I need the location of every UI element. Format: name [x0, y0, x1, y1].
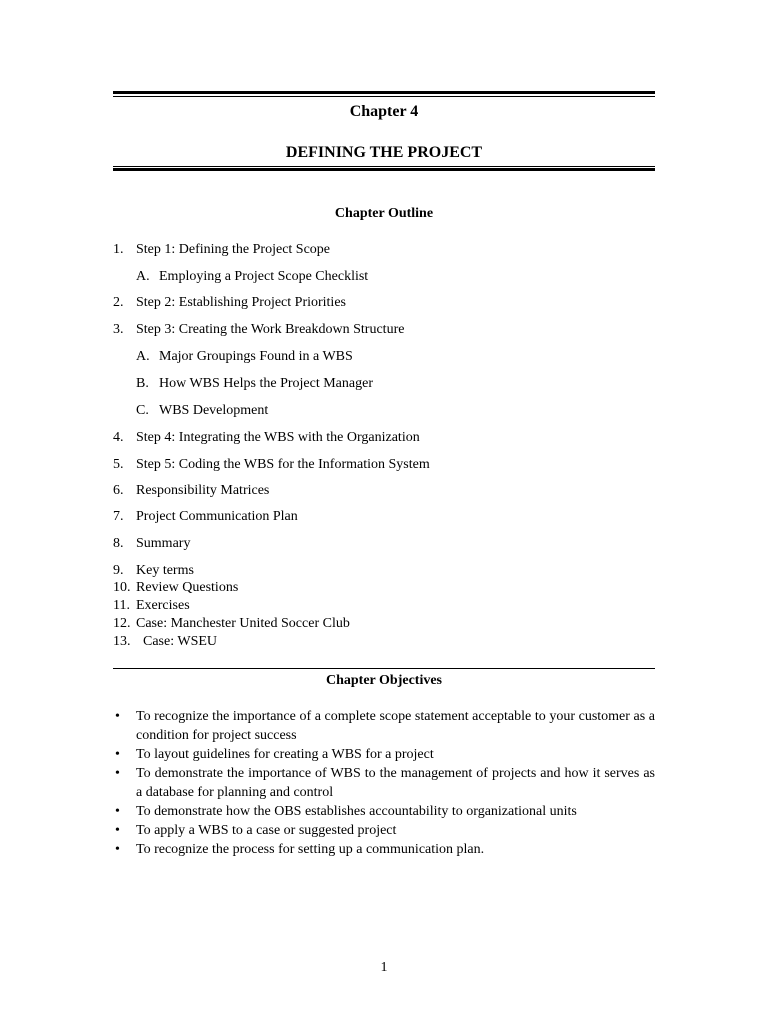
objective-text: To layout guidelines for creating a WBS for a project: [136, 747, 434, 762]
outline-item-text: Review Questions: [136, 580, 239, 595]
outline-item-number: 4.: [113, 430, 124, 445]
objective-text: To recognize the process for setting up a communication plan.: [136, 842, 485, 857]
outline-item-number: 10.: [113, 580, 131, 595]
outline-subitem-text: Major Groupings Found in a WBS: [159, 349, 353, 364]
outline-subitem-text: WBS Development: [159, 403, 269, 418]
outline-item-number: 1.: [113, 242, 124, 257]
top-rule-thin: [113, 96, 655, 97]
objective-text: To apply a WBS to a case or suggested project: [136, 823, 397, 838]
outline-item-number: 5.: [113, 457, 124, 472]
outline-item-text: Case: WSEU: [143, 634, 218, 649]
objective-item: [113, 707, 655, 745]
outline-subitem-text: Employing a Project Scope Checklist: [159, 269, 369, 284]
objective-item: [113, 821, 655, 840]
outline-item-number: 2.: [113, 295, 124, 310]
outline-item-text: Step 2: Establishing Project Priorities: [136, 295, 346, 310]
objective-item: [113, 745, 655, 764]
objective-item: [113, 764, 655, 802]
objective-text: To demonstrate how the OBS establishes accountability to organizational units: [136, 804, 577, 819]
title-rule-thick: [113, 168, 655, 171]
outline-heading: Chapter Outline: [334, 206, 434, 221]
outline-item-text: Step 1: Defining the Project Scope: [136, 242, 331, 257]
outline-item-text: Step 4: Integrating the WBS with the Organization: [136, 430, 420, 445]
objective-text: To recognize the importance of a complete scope statement acceptable to your customer as a condition for project success: [136, 709, 655, 743]
outline-item-text: Key terms: [136, 563, 194, 578]
outline-subitem-letter: B.: [136, 376, 149, 391]
objectives-list: [113, 707, 655, 859]
title-rule-thin: [113, 166, 655, 167]
bullet-icon: •: [115, 842, 120, 857]
top-rule-thick: [113, 91, 655, 94]
page-number: 1: [380, 960, 388, 975]
objectives-heading: Chapter Objectives: [326, 673, 442, 688]
bullet-icon: •: [115, 823, 120, 838]
objective-item: [113, 840, 655, 859]
outline-item-text: Exercises: [136, 598, 190, 613]
outline-item-number: 13.: [113, 634, 131, 649]
outline-item-number: 8.: [113, 536, 124, 551]
chapter-title: DEFINING THE PROJECT: [285, 144, 483, 161]
outline-item-number: 9.: [113, 563, 124, 578]
outline-item-text: Step 5: Coding the WBS for the Information System: [136, 457, 430, 472]
outline-item-number: 12.: [113, 616, 131, 631]
outline-item-number: 7.: [113, 509, 124, 524]
outline-item-number: 3.: [113, 322, 124, 337]
objective-item: [113, 802, 655, 821]
bullet-icon: •: [115, 709, 120, 724]
outline-item-text: Case: Manchester United Soccer Club: [136, 616, 350, 631]
bullet-icon: •: [115, 747, 120, 762]
outline-subitem-letter: C.: [136, 403, 149, 418]
section-divider: [113, 668, 655, 669]
bullet-icon: •: [115, 804, 120, 819]
outline-item-text: Responsibility Matrices: [136, 483, 270, 498]
outline-item-number: 11.: [113, 598, 130, 613]
outline-item-number: 6.: [113, 483, 124, 498]
outline-subitem-text: How WBS Helps the Project Manager: [159, 376, 373, 391]
objective-text: To demonstrate the importance of WBS to the management of projects and how it serves as a database for planning and control: [136, 766, 655, 800]
outline-item-text: Project Communication Plan: [136, 509, 298, 524]
chapter-number: Chapter 4: [349, 103, 419, 120]
outline-subitem-letter: A.: [136, 269, 150, 284]
bullet-icon: •: [115, 766, 120, 781]
outline-subitem-letter: A.: [136, 349, 150, 364]
outline-item-text: Summary: [136, 536, 191, 551]
outline-item-text: Step 3: Creating the Work Breakdown Structure: [136, 322, 405, 337]
